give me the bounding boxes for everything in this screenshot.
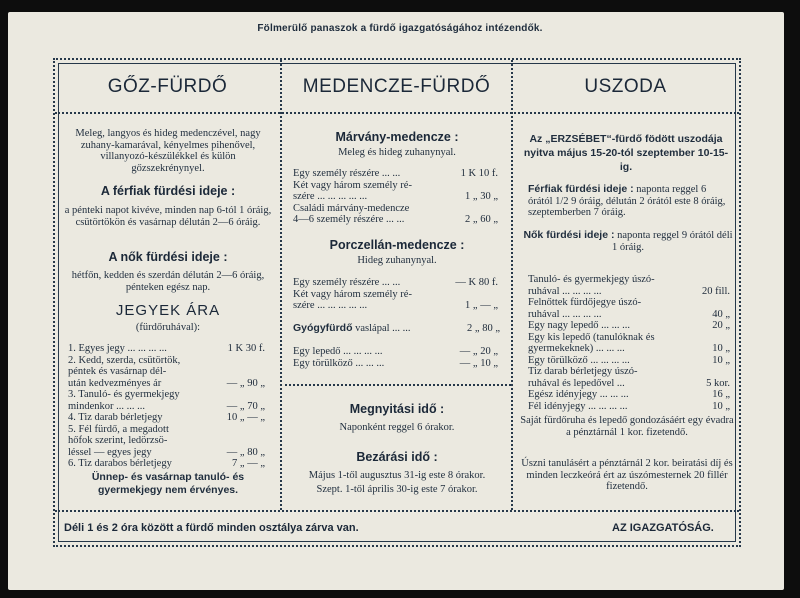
goz-price-row-item: 1. Egyes jegy ... ... ... ... bbox=[68, 343, 167, 354]
marvany-row-price: 2 „ 60 „ bbox=[465, 214, 498, 225]
column-title-uszoda: USZODA bbox=[584, 76, 667, 97]
porcellan-row-item: Egy személy részére ... ... bbox=[293, 277, 401, 288]
uszoda-price-row-item: ruhával ... ... ... ... bbox=[528, 285, 602, 297]
goz-nok-text: hétfőn, kedden és szerdán délután 2—6 óráig, pénteken egész nap. bbox=[71, 270, 265, 293]
goz-jegyek-sub: (fürdőruhával): bbox=[135, 322, 201, 333]
gyogyfurdo-label: Gyógyfürdő bbox=[293, 322, 353, 334]
nyitasi-text: Naponként reggel 6 órakor. bbox=[339, 422, 455, 433]
marvany-sub: Meleg és hideg zuhanynyal. bbox=[338, 147, 456, 158]
goz-price-row-item: 5. Fél fürdő, a megadott bbox=[68, 423, 169, 435]
marvany-row-item: 4—6 személy részére ... ... bbox=[293, 214, 405, 225]
marvany-row-price: 1 „ 30 „ bbox=[465, 191, 498, 202]
gyogyfurdo-row bbox=[293, 323, 411, 335]
marvany-heading: Márvány-medencze : bbox=[335, 130, 459, 144]
porcellan-heading: Porczellán-medencze : bbox=[329, 238, 465, 252]
uszoda-intro: Az „ERZSÉBET“-fürdő födött uszodája nyitva május 15-20-tól szeptember 10-15-ig. bbox=[523, 133, 729, 173]
goz-price-row-item: léssel — egyes jegy bbox=[68, 446, 152, 458]
uszoda-price-row-price: 40 „ bbox=[712, 308, 730, 320]
porcellan-row-item: Két vagy három személy ré- bbox=[293, 288, 412, 300]
marvany-row-item: Családi márvány-medencze bbox=[293, 202, 410, 214]
uszoda-price-row-item: Egy nagy lepedő ... ... ... bbox=[528, 320, 631, 331]
uszoda-price-row-price: 10 „ bbox=[712, 343, 730, 354]
goz-price-row-price: — „ 80 „ bbox=[226, 446, 265, 458]
header-note: Fölmerülő panaszok a fürdő igazgatóságához intézendők. bbox=[257, 23, 543, 34]
goz-price-row-price: — „ 70 „ bbox=[226, 400, 265, 412]
lepedo-row-price: — „ 20 „ bbox=[459, 346, 498, 357]
uszoda-price-row-price: 10 „ bbox=[712, 400, 730, 412]
goz-price-row-price: 7 „ — „ bbox=[232, 458, 265, 469]
porcellan-row-item: szére ... ... ... ... ... bbox=[293, 300, 368, 311]
footer-closing-note: Déli 1 és 2 óra között a fürdő minden osztálya zárva van. bbox=[64, 522, 359, 534]
uszoda-ferfiak bbox=[528, 184, 733, 219]
uszoda-price-row-item: Felnőttek fürdőjegye úszó- bbox=[528, 297, 642, 308]
uszoda-price-row-item: Egész idényjegy ... ... ... bbox=[528, 389, 629, 400]
section-divider bbox=[280, 384, 511, 386]
goz-price-row-price: 1 K 30 f. bbox=[227, 343, 265, 354]
goz-price-row-price: 10 „ — „ bbox=[226, 412, 265, 423]
goz-price-row-item: 6. Tiz darabos bérletjegy bbox=[68, 458, 172, 469]
porcellan-row-price: 1 „ — „ bbox=[465, 300, 498, 311]
porcellan-row-price: — K 80 f. bbox=[455, 277, 498, 288]
uszoda-price-row-item: ruhával ... ... ... ... bbox=[528, 308, 602, 320]
goz-ferfiak-heading: A férfiak fürdési ideje : bbox=[100, 184, 236, 198]
gyogyfurdo-rest: vaslápal ... ... bbox=[355, 323, 411, 334]
lepedo-row-item: Egy törülköző ... ... ... bbox=[293, 357, 385, 369]
goz-price-row-item: péntek és vasárnap dél- bbox=[68, 366, 167, 377]
goz-price-row-item: mindenkor ... ... ... bbox=[68, 400, 145, 412]
uszoda-price-row-item: Egy kis lepedő (tanulóknak és bbox=[528, 331, 655, 343]
uszoda-price-row-item: ruhával és lepedővel ... bbox=[528, 377, 625, 389]
uszoda-note1: Saját fürdőruha és lepedő gondozásáért egy évadra a pénztárnál 1 kor. fizetendő. bbox=[520, 415, 734, 438]
uszoda-price-row-price: 5 kor. bbox=[706, 377, 730, 389]
uszoda-price-row-item: gyermekeknek) ... ... ... bbox=[528, 343, 625, 354]
uszoda-nok-text: naponta reggel 9 órától déli 1 óráig. bbox=[611, 230, 733, 253]
footer-signature: AZ IGAZGATÓSÁG. bbox=[612, 522, 714, 534]
uszoda-price-row-price: 16 „ bbox=[712, 389, 730, 400]
uszoda-price-row-item: Tanuló- és gyermekjegy úszó- bbox=[528, 274, 655, 285]
zarasi-heading: Bezárási idő : bbox=[356, 450, 438, 464]
marvany-row-price: 1 K 10 f. bbox=[460, 168, 498, 179]
uszoda-price-row-item: Tiz darab bérletjegy úszó- bbox=[528, 366, 638, 377]
nyitasi-heading: Megnyitási idő : bbox=[349, 402, 445, 416]
uszoda-nok-label: Nők fürdési ideje : bbox=[523, 229, 615, 241]
goz-intro: Meleg, langyos és hideg medenczével, nagy zuhany-kamarával, kényelmes pihenővel, villanyozó-készülékkel és külön gőzszekrénynyel. bbox=[75, 128, 261, 174]
uszoda-price-row-price: 20 fill. bbox=[702, 285, 730, 297]
goz-ferfiak-text: a pénteki napot kivéve, minden nap 6-tól 1 óráig, csütörtökön és vasárnap délután 2—6 óráig. bbox=[64, 205, 272, 228]
marvany-row-item: szére ... ... ... ... ... bbox=[293, 191, 368, 202]
goz-price-row-item: 3. Tanuló- és gyermekjegy bbox=[68, 389, 180, 400]
title-divider bbox=[55, 112, 739, 114]
column-divider bbox=[280, 60, 282, 510]
goz-note: Ünnep- és vasárnap tanuló- és gyermekjegy nem érvényes. bbox=[91, 471, 245, 496]
zarasi-row: Május 1-től augusztus 31-ig este 8 órakor. bbox=[308, 470, 486, 481]
uszoda-note2: Úszni tanulásért a pénztárnál 2 kor. beiratási díj és minden leczkeórá ért az úszómesternek 20 fillér fizetendő. bbox=[521, 458, 733, 492]
column-title-goz: GŐZ-FÜRDŐ bbox=[107, 76, 228, 97]
goz-price-row-item: 4. Tiz darab bérletjegy bbox=[68, 412, 163, 423]
column-divider bbox=[511, 60, 513, 510]
uszoda-price-row-price: 10 „ bbox=[712, 354, 730, 366]
goz-price-row-price: — „ 90 „ bbox=[226, 377, 265, 389]
porcellan-sub: Hideg zuhanynyal. bbox=[357, 255, 437, 266]
uszoda-price-row-item: Egy törülköző ... ... ... ... bbox=[528, 354, 630, 366]
zarasi-row: Szept. 1-től április 30-ig este 7 órakor. bbox=[316, 484, 478, 495]
uszoda-price-row-price: 20 „ bbox=[712, 320, 730, 331]
column-title-medencze: MEDENCZE-FÜRDŐ bbox=[302, 76, 491, 97]
goz-jegyek-heading: JEGYEK ÁRA bbox=[115, 302, 221, 319]
goz-price-row-item: 2. Kedd, szerda, csütörtök, bbox=[68, 354, 181, 366]
marvany-row-item: Két vagy három személy ré- bbox=[293, 179, 412, 191]
goz-price-row-item: után kedvezményes ár bbox=[68, 377, 162, 389]
marvany-row-item: Egy személy részére ... ... bbox=[293, 168, 401, 179]
uszoda-ferfiak-label: Férfiak fürdési ideje : bbox=[528, 183, 634, 195]
gyogyfurdo-price: 2 „ 80 „ bbox=[467, 323, 500, 334]
lepedo-row-price: — „ 10 „ bbox=[459, 357, 498, 369]
uszoda-nok bbox=[522, 230, 734, 253]
footer-divider bbox=[55, 510, 739, 512]
lepedo-row-item: Egy lepedő ... ... ... ... bbox=[293, 346, 383, 357]
uszoda-price-row-item: Fél idényjegy ... ... ... ... bbox=[528, 400, 628, 412]
goz-nok-heading: A nők fürdési ideje : bbox=[108, 250, 228, 264]
goz-price-row-item: hőfok szerint, ledörzsö- bbox=[68, 435, 168, 446]
uszoda-ferfiak-text: naponta reggel 6 órától 1/2 9 óráig, délután 2 órától este 8 óráig, szeptemberben 7 óráig. bbox=[528, 184, 726, 218]
